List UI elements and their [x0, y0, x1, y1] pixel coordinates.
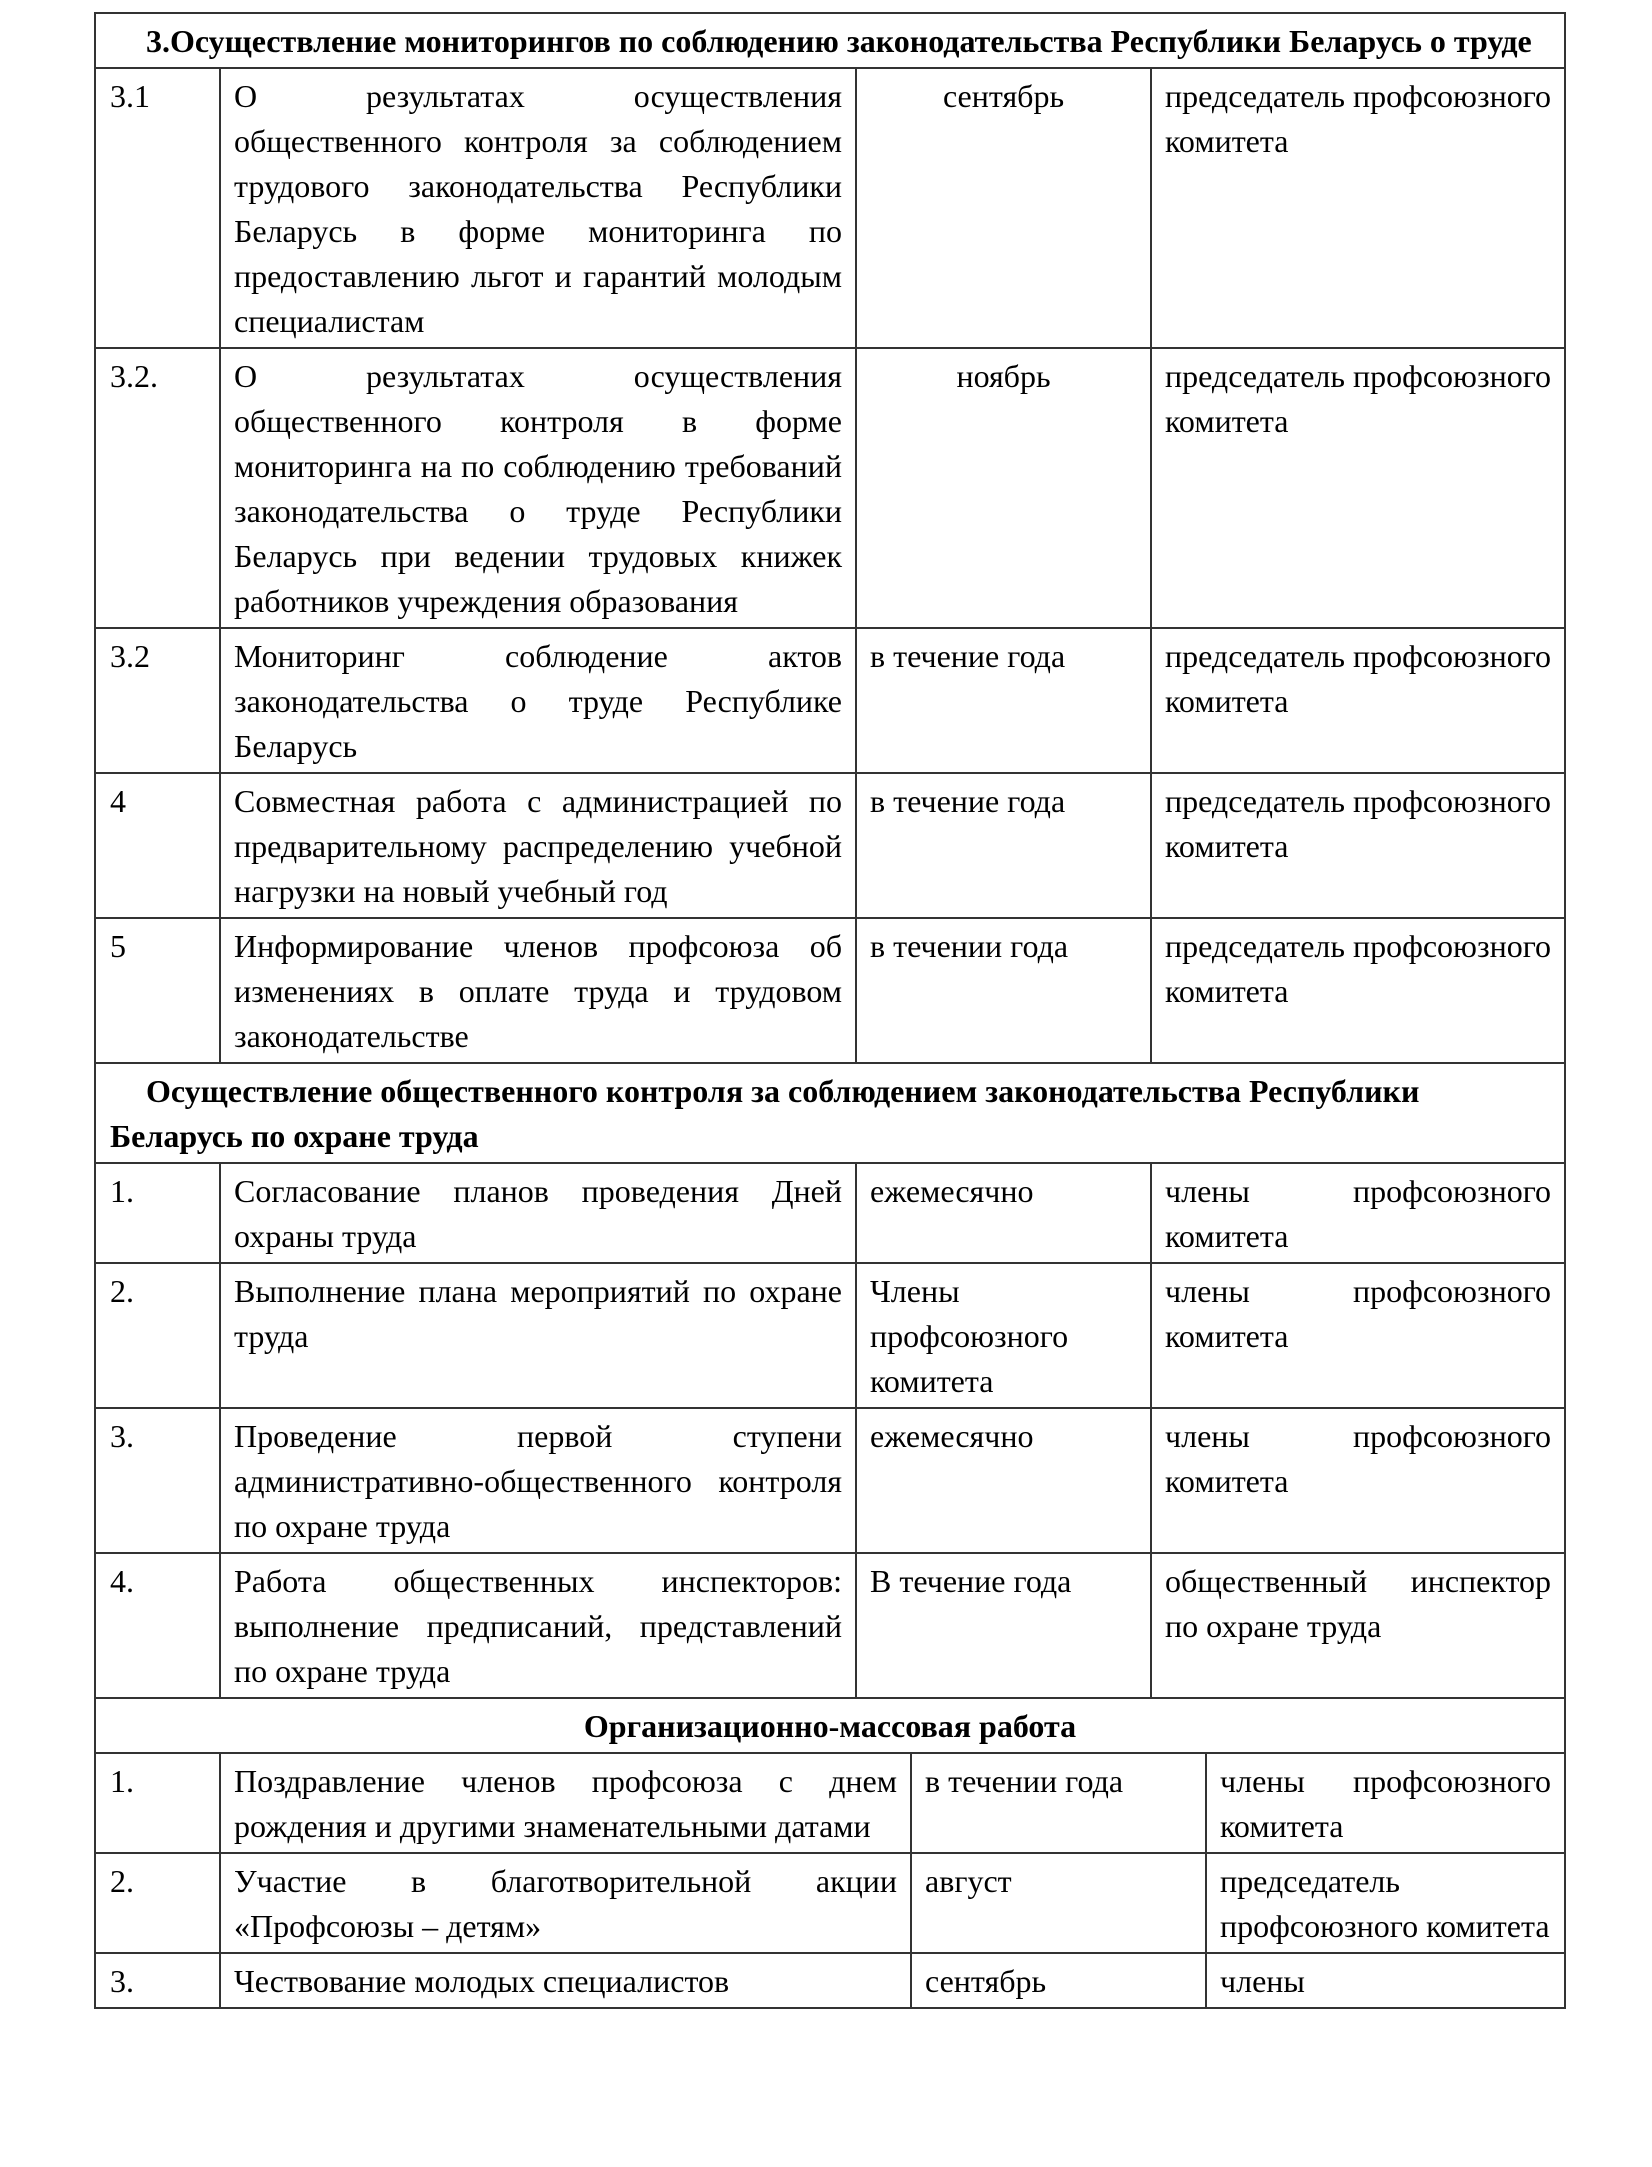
- row-responsible: члены профсоюзного комитета: [1151, 1263, 1565, 1408]
- row-number: 3.2: [95, 628, 220, 773]
- row-number: 3.: [95, 1953, 220, 2008]
- table-row: [95, 1753, 1565, 1853]
- row-description: О результатах осуществления общественного контроля в форме мониторинга на по соблюдению требований законодательства о труде Республики Беларусь при ведении трудовых книжек работников учреждения образования: [220, 348, 856, 628]
- row-term: в течение года: [856, 628, 1151, 773]
- row-responsible: общественный инспектор по охране труда: [1151, 1553, 1565, 1698]
- row-term: в течении года: [911, 1753, 1206, 1853]
- row-number: 2.: [95, 1263, 220, 1408]
- section-header-row: [95, 13, 1565, 68]
- row-responsible: члены профсоюзного комитета: [1151, 1163, 1565, 1263]
- row-description: Работа общественных инспекторов: выполнение предписаний, представлений по охране труда: [220, 1553, 856, 1698]
- table-row: [95, 628, 1565, 773]
- row-term: Члены профсоюзного комитета: [856, 1263, 1151, 1408]
- table-row: [95, 1553, 1565, 1698]
- row-number: 3.: [95, 1408, 220, 1553]
- row-responsible: председатель профсоюзного комитета: [1151, 68, 1565, 348]
- section-header-row: [95, 1063, 1565, 1163]
- section-title: Организационно-массовая работа: [95, 1698, 1565, 1753]
- row-description: Совместная работа с администрацией по предварительному распределению учебной нагрузки на новый учебный год: [220, 773, 856, 918]
- section-title: Осуществление общественного контроля за соблюдением законодательства Республики Беларусь по охране труда: [95, 1063, 1565, 1163]
- table-body: [95, 13, 1565, 2008]
- table-row: [95, 1163, 1565, 1263]
- row-description: Мониторинг соблюдение актов законодательства о труде Республике Беларусь: [220, 628, 856, 773]
- row-number: 3.1: [95, 68, 220, 348]
- table-row: [95, 1953, 1565, 2008]
- row-term: сентябрь: [856, 68, 1151, 348]
- row-responsible: члены: [1206, 1953, 1565, 2008]
- row-number: 4: [95, 773, 220, 918]
- row-number: 4.: [95, 1553, 220, 1698]
- row-description: Чествование молодых специалистов: [220, 1953, 911, 2008]
- row-number: 1.: [95, 1753, 220, 1853]
- row-responsible: председатель профсоюзного комитета: [1151, 773, 1565, 918]
- row-term: в течении года: [856, 918, 1151, 1063]
- row-term: ежемесячно: [856, 1408, 1151, 1553]
- table-row: [95, 68, 1565, 348]
- row-responsible: председатель профсоюзного комитета: [1151, 918, 1565, 1063]
- section-title: 3.Осуществление мониторингов по соблюдению законодательства Республики Беларусь о труде: [95, 13, 1565, 68]
- row-description: Информирование членов профсоюза об изменениях в оплате труда и трудовом законодательстве: [220, 918, 856, 1063]
- row-number: 3.2.: [95, 348, 220, 628]
- table-row: [95, 1408, 1565, 1553]
- table-row: [95, 773, 1565, 918]
- row-description: Выполнение плана мероприятий по охране труда: [220, 1263, 856, 1408]
- row-description: Согласование планов проведения Дней охраны труда: [220, 1163, 856, 1263]
- row-term: в течение года: [856, 773, 1151, 918]
- table-row: [95, 1263, 1565, 1408]
- row-number: 1.: [95, 1163, 220, 1263]
- row-number: 2.: [95, 1853, 220, 1953]
- row-number: 5: [95, 918, 220, 1063]
- row-term: В течение года: [856, 1553, 1151, 1698]
- row-description: Проведение первой ступени административно-общественного контроля по охране труда: [220, 1408, 856, 1553]
- row-responsible: члены профсоюзного комитета: [1151, 1408, 1565, 1553]
- row-description: О результатах осуществления общественного контроля за соблюдением трудового законодательства Республики Беларусь в форме мониторинга по предоставлению льгот и гарантий молодым специалистам: [220, 68, 856, 348]
- row-term: ноябрь: [856, 348, 1151, 628]
- row-responsible: члены профсоюзного комитета: [1206, 1753, 1565, 1853]
- table-row: [95, 1853, 1565, 1953]
- row-responsible: председатель профсоюзного комитета: [1151, 348, 1565, 628]
- plan-table: [94, 12, 1566, 2009]
- section-header-row: [95, 1698, 1565, 1753]
- row-responsible: председатель профсоюзного комитета: [1206, 1853, 1565, 1953]
- row-description: Поздравление членов профсоюза с днем рождения и другими знаменательными датами: [220, 1753, 911, 1853]
- row-term: сентябрь: [911, 1953, 1206, 2008]
- row-term: август: [911, 1853, 1206, 1953]
- row-term: ежемесячно: [856, 1163, 1151, 1263]
- row-responsible: председатель профсоюзного комитета: [1151, 628, 1565, 773]
- table-row: [95, 348, 1565, 628]
- table-row: [95, 918, 1565, 1063]
- row-description: Участие в благотворительной акции «Профсоюзы – детям»: [220, 1853, 911, 1953]
